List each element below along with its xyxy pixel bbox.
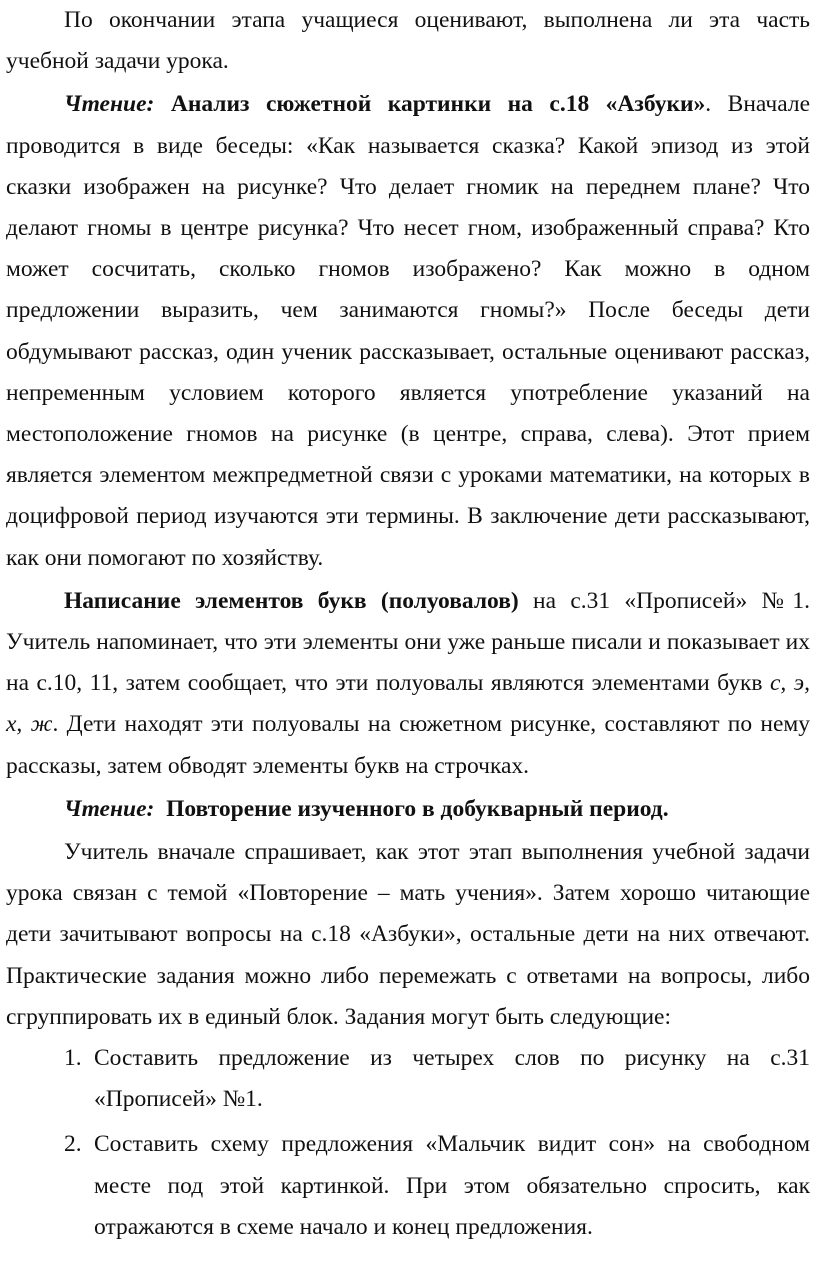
- paragraph-text: . Дети находят эти полуовалы на сюжетном рисунке, составляют по нему рассказы, затем обводят элементы букв на строчках.: [6, 711, 811, 779]
- list-item: [6, 1124, 810, 1248]
- paragraph-stage-evaluation: [6, 0, 810, 82]
- paragraph-text: Учитель вначале спрашивает, как этот этап выполнения учебной задачи урока связан с темой «Повторение – мать учения». Затем хорошо читающие дети зачитывают вопросы на с.18 «Азбуки», остальные дети на них отвечают. Практические задания можно либо перемежать с ответами на вопросы, либо сгруппировать их в единый блок. Задания могут быть следующие:: [6, 839, 810, 1030]
- section-heading-repetition: Повторение изученного в добукварный период.: [166, 795, 669, 822]
- paragraph-writing-elements: [6, 581, 810, 787]
- list-item: [6, 1038, 810, 1120]
- list-item-number: 2.: [64, 1131, 82, 1158]
- paragraph-teacher-questions: [6, 832, 810, 1038]
- list-item-text: Составить предложение из четырех слов по рисунку на с.31 «Прописей» №1.: [94, 1045, 810, 1113]
- section-label-reading: Чтение:: [64, 91, 155, 118]
- paragraph-text: . Вначале проводится в виде беседы: «Как называется сказка? Какой эпизод из этой сказки изображен на рисунке? Что делает гномик на переднем плане? Что делают гномы в центре рисунка? Что несет гном, изображенный справа? Кто может сосчитать, сколько гномов изображено? Как можно в одном предложении выразить, чем занимаются гномы?» После беседы дети обдумывают рассказ, один ученик рассказывает, остальные оценивают рассказ, непременным условием которого является употребление указаний на местоположение гномов на рисунке (в центре, справа, слева). Этот прием является элементом межпредметной связи с уроками математики, на которых в доцифровой период изучаются эти термины. В заключение дети рассказывают, как они помогают по хозяйству.: [6, 91, 811, 571]
- task-list: [6, 1038, 810, 1248]
- letters-italic: с, э, х, ж: [6, 670, 810, 738]
- section-heading-picture-analysis: Анализ сюжетной картинки на с.18 «Азбуки»: [170, 91, 706, 118]
- paragraph-text: По окончании этапа учащиеся оценивают, выполнена ли эта часть учебной задачи урока.: [6, 7, 810, 75]
- list-item-text: Составить схему предложения «Мальчик видит сон» на свободном месте под этой картинкой. При этом обязательно спросить, как отражаются в схеме начало и конец предложения.: [94, 1131, 810, 1240]
- list-item-number: 1.: [64, 1045, 82, 1072]
- paragraph-reading-repetition: [6, 789, 810, 830]
- section-label-reading: Чтение:: [64, 795, 155, 822]
- paragraph-text: на с.31 «Прописей» №1. Учитель напоминает, что эти элементы они уже раньше писали и показывает их на с.10, 11, затем сообщает, что эти полуовалы являются элементами букв: [6, 587, 811, 697]
- paragraph-reading-analysis: [6, 84, 810, 578]
- section-heading-writing-elements: Написание элементов букв (полуовалов): [64, 587, 519, 614]
